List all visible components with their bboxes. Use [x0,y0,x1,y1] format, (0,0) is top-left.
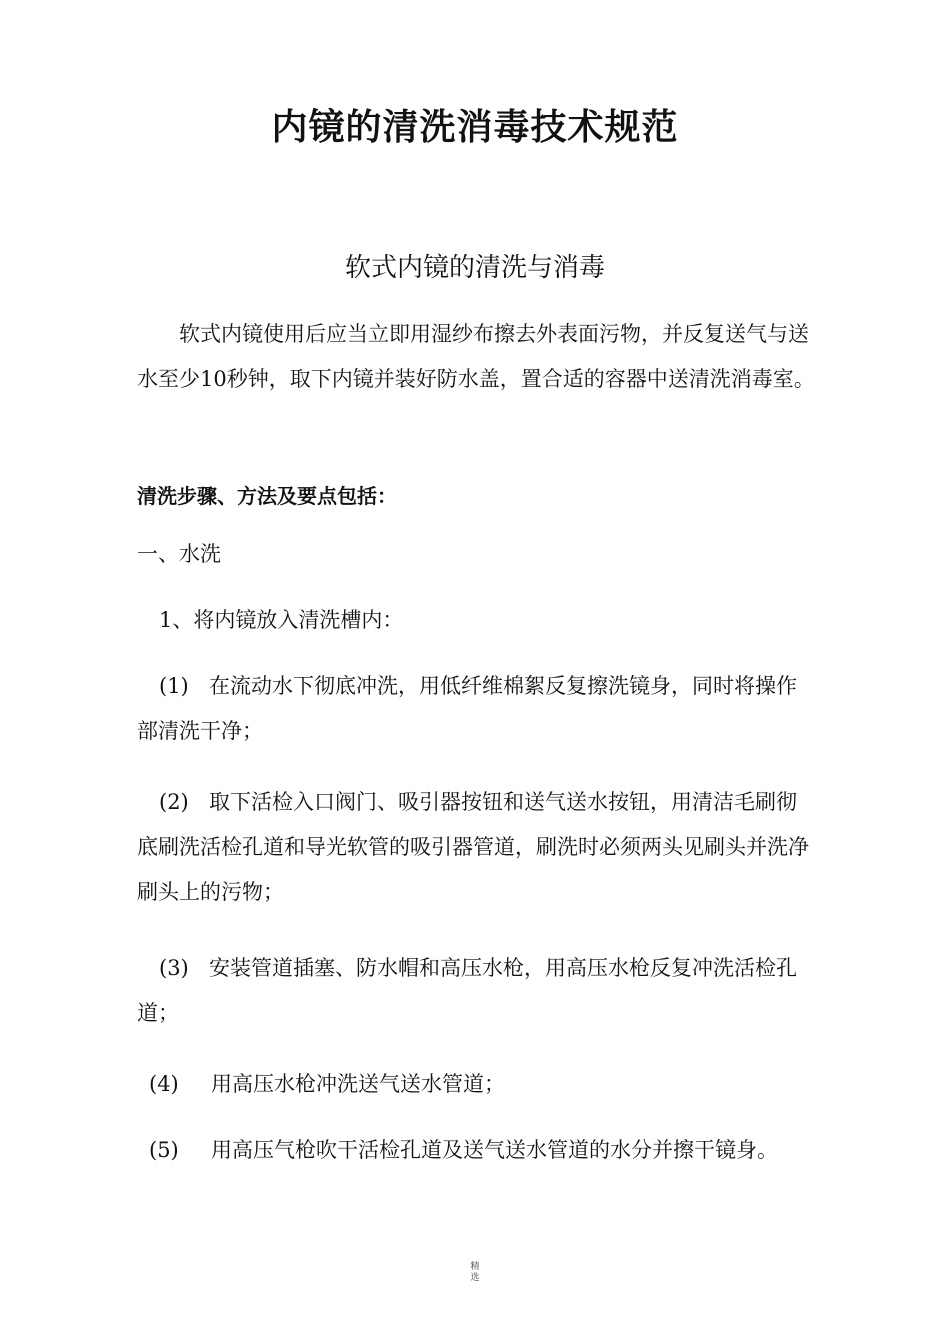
footer-mark-line1: 精 [470,1262,480,1272]
list-item-text: 安装管道插塞、防水帽和高压水枪，用高压水枪反复冲洗活检孔道； [137,956,797,1025]
list-item-text: 在流动水下彻底冲洗，用低纤维棉絮反复擦洗镜身，同时将操作部清洗干净； [137,674,797,743]
section-one-heading: 一、水洗 [137,542,221,566]
step-one-heading: 1、将内镜放入清洗槽内： [159,608,404,632]
list-item-text: 用高压水枪冲洗送气送水管道； [211,1072,505,1096]
section-subtitle: 软式内镜的清洗与消毒 [344,253,605,283]
list-item-number: (4) [149,1072,179,1096]
list-item-4 [137,1062,817,1107]
list-item-number: (3) [159,956,189,980]
footer-mark-line2: 选 [470,1273,480,1283]
footer-mark [465,1262,485,1284]
list-item-text: 取下活检入口阀门、吸引器按钮和送气送水按钮，用清洁毛刷彻底刷洗活检孔道和导光软管的吸引器管道，刷洗时必须两头见刷头并洗净刷头上的污物； [137,790,809,904]
list-item-text: 用高压气枪吹干活检孔道及送气送水管道的水分并擦干镜身。 [211,1138,778,1162]
list-item-number: (2) [159,790,189,814]
intro-paragraph: 软式内镜使用后应当立即用湿纱布擦去外表面污物，并反复送气与送水至少10秒钟，取下内镜并装好防水盖，置合适的容器中送清洗消毒室。 [137,322,815,391]
list-item-5 [137,1128,817,1173]
document-title: 内镜的清洗消毒技术规范 [271,107,679,148]
list-item-1 [137,664,817,754]
list-item-3 [137,946,817,1036]
list-item-2 [137,780,817,915]
list-item-number: (5) [149,1138,179,1162]
list-item-number: (1) [159,674,189,698]
steps-heading: 清洗步骤、方法及要点包括： [137,484,397,508]
